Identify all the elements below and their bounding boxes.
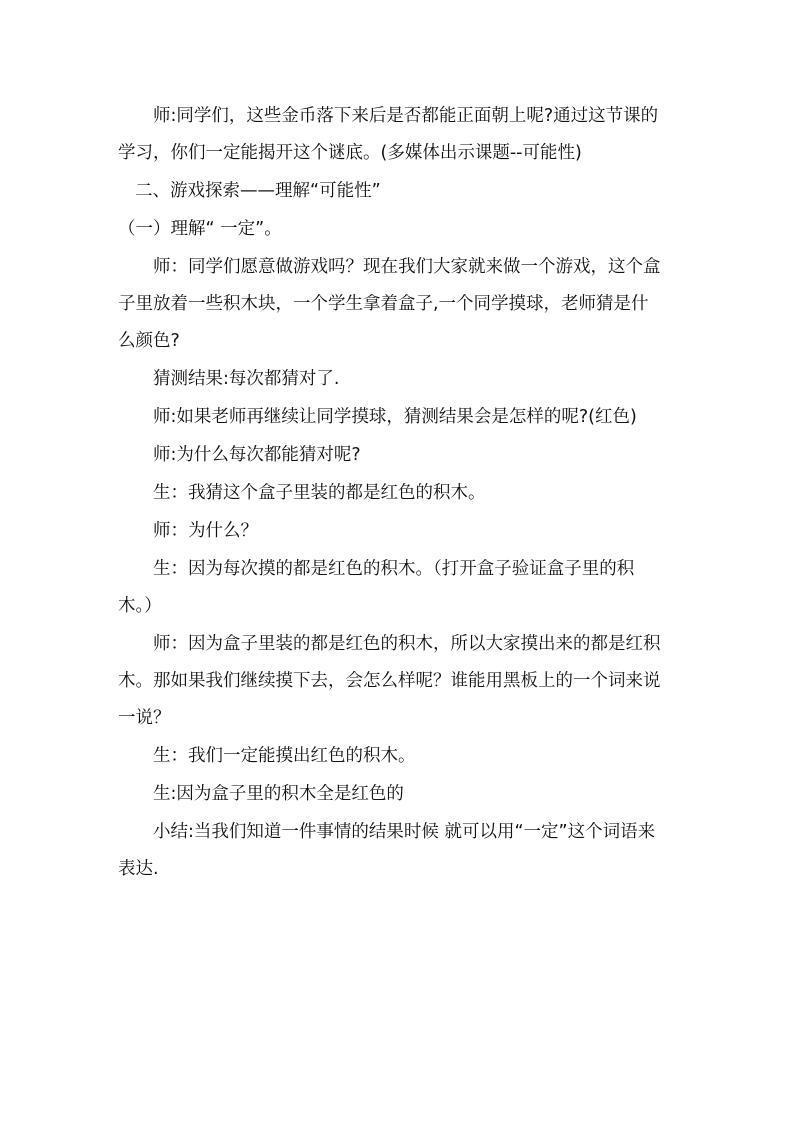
document-body: [118, 98, 666, 889]
paragraph-student-certain: 生：我们一定能摸出红色的积木。: [153, 746, 416, 766]
subsection-heading-certain: （一）理解“ 一定”。: [118, 219, 282, 239]
paragraph-intro: 师:同学们，这些金币落下来后是否都能正面朝上呢?通过这节课的学习，你们一定能揭开这个谜底。(多媒体出示课题--可能性): [118, 106, 659, 163]
paragraph-student-because: 生：因为每次摸的都是红色的积木。（打开盒子验证盒子里的积木。）: [118, 559, 635, 616]
paragraph-teacher-game: 师：同学们愿意做游戏吗？现在我们大家就来做一个游戏，这个盒子里放着一些积木块，一个学生拿着盒子,一个同学摸球，老师猜是什么颜色?: [118, 257, 661, 351]
section-heading-game-exploration: 二、游戏探索——理解“可能性”: [135, 181, 381, 201]
paragraph-teacher-why: 师：为什么？: [153, 521, 258, 541]
paragraph-teacher-explain: 师：因为盒子里装的都是红色的积木，所以大家摸出来的都是红积木。那如果我们继续摸下去，会怎么样呢？谁能用黑板上的一个词来说一说？: [118, 634, 661, 728]
paragraph-teacher-why-correct: 师:为什么每次都能猜对呢?: [153, 445, 361, 465]
paragraph-student-all-red: 生:因为盒子里的积木全是红色的: [153, 784, 404, 804]
paragraph-teacher-continue: 师:如果老师再继续让同学摸球，猜测结果会是怎样的呢?(红色): [153, 407, 637, 427]
paragraph-guess-result: 猜测结果:每次都猜对了.: [153, 369, 340, 389]
paragraph-summary: 小结:当我们知道一件事情的结果时候 就可以用“一定”这个词语来表达.: [118, 822, 656, 879]
paragraph-student-guess: 生：我猜这个盒子里装的都是红色的积木。: [153, 483, 486, 503]
